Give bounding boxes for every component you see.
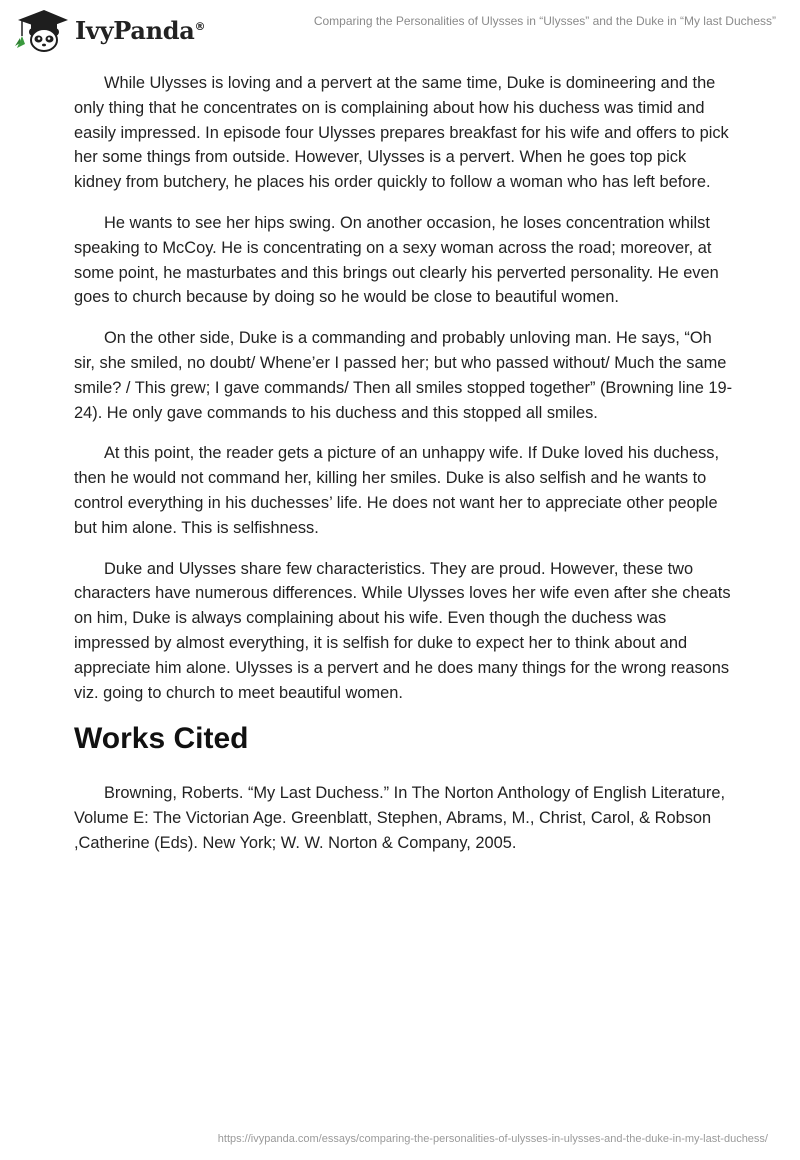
body-paragraph: On the other side, Duke is a commanding and probably unloving man. He says, “Oh sir, she smiled, no doubt/ Whene’er I passed her; but who passed without/ Much the same smile? / This grew; I gave commands/ Then all smiles stopped together” (Browning line 19-24). He only gave commands to his duchess and this stopped all smiles. [74,329,733,422]
body-paragraph: Duke and Ulysses share few characteristics. They are proud. However, these two characters have numerous differences. While Ulysses loves her wife even after she cheats on him, Duke is always complaining about his wife. Even though the duchess was impressed by almost everything, it is selfish for duke to expect her to think about and appreciate him alone. Ulysses is a pervert and he does many things for the wrong reasons viz. going to church to meet beautiful women. [74,559,731,702]
page-header [0,0,800,64]
body-paragraph: At this point, the reader gets a picture of an unhappy wife. If Duke loved his duchess, then he would not command her, killing her smiles. Duke is also selfish and he wants to control everything in his duchesses’ life. He does not want her to appreciate other people but him alone. This is selfishness. [74,444,720,537]
document-title: Comparing the Personalities of Ulysses in “Ulysses” and the Duke in “My last Duchess” [313,14,776,28]
body-paragraph: While Ulysses is loving and a pervert at the same time, Duke is domineering and the only thing that he concentrates on is complaining about how his duchess was timid and easily impressed. In episode four Ulysses prepares breakfast for his wife and offers to pick her some things from outside. However, Ulysses is a pervert. When he goes top pick kidney from butchery, he places his order quickly to follow a woman who has left before. [74,74,729,192]
source-url[interactable]: https://ivypanda.com/essays/comparing-the-personalities-of-ulysses-in-ulysses-and-the-duke-in-my-last-duchess/ [217,1133,768,1145]
works-cited-heading: Works Cited [74,722,249,756]
citation-entry: Browning, Roberts. “My Last Duchess.” In The Norton Anthology of English Literature, Volume E: The Victorian Age. Greenblatt, Stephen, Abrams, M., Christ, Carol, & Robson ,Catherine (Eds). New York; W. W. Norton & Company, 2005. [74,784,726,852]
panda-graduate-icon [14,8,70,52]
logo-wordmark: IvyPanda® [75,15,206,45]
essay-content [74,71,734,856]
ivypanda-logo[interactable] [14,8,205,52]
body-paragraph: He wants to see her hips swing. On another occasion, he loses concentration whilst speaking to McCoy. He is concentrating on a sexy woman across the road; moreover, at some point, he masturbates and this brings out clearly his perverted personality. He even goes to church because by doing so he would be close to beautiful women. [74,213,719,307]
